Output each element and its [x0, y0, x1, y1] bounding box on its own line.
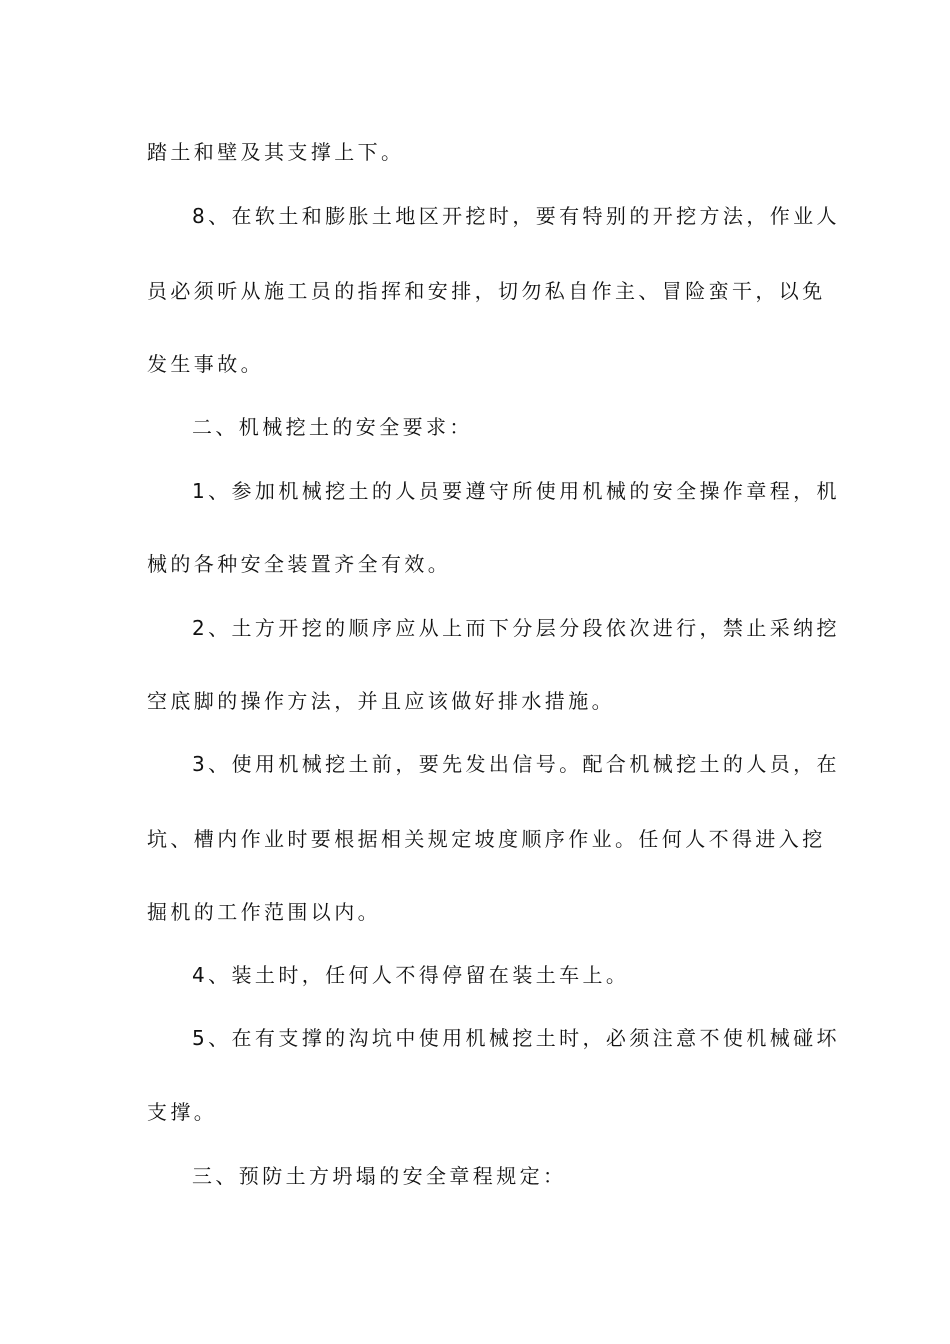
section-heading-2: 二、机械挖土的安全要求： [192, 415, 473, 439]
list-item-2-line-2: 空底脚的操作方法，并且应该做好排水措施。 [147, 689, 615, 713]
list-item-2-line-1: 2、土方开挖的顺序应从上而下分层分段依次进行，禁止采纳挖 [192, 616, 840, 640]
list-item-5-line-2: 支撑。 [147, 1100, 218, 1124]
list-item-8-line-3: 发生事故。 [147, 352, 264, 376]
text-line: 踏土和壁及其支撑上下。 [147, 140, 405, 164]
list-item-1-line-2: 械的各种安全装置齐全有效。 [147, 552, 452, 576]
list-item-8-line-2: 员必须听从施工员的指挥和安排，切勿私自作主、冒险蛮干，以免 [147, 279, 826, 303]
list-item-5-line-1: 5、在有支撑的沟坑中使用机械挖土时，必须注意不使机械碰坏 [192, 1026, 840, 1050]
section-heading-3: 三、预防土方坍塌的安全章程规定： [192, 1164, 567, 1188]
list-item-3-line-3: 掘机的工作范围以内。 [147, 900, 381, 924]
list-item-4: 4、装土时，任何人不得停留在装土车上。 [192, 963, 630, 987]
list-item-3-line-1: 3、使用机械挖土前，要先发出信号。配合机械挖土的人员，在 [192, 752, 840, 776]
list-item-1-line-1: 1、参加机械挖土的人员要遵守所使用机械的安全操作章程，机 [192, 479, 840, 503]
list-item-8-line-1: 8、在软土和膨胀土地区开挖时，要有特别的开挖方法，作业人 [192, 204, 840, 228]
list-item-3-line-2: 坑、槽内作业时要根据相关规定坡度顺序作业。任何人不得进入挖 [147, 827, 826, 851]
